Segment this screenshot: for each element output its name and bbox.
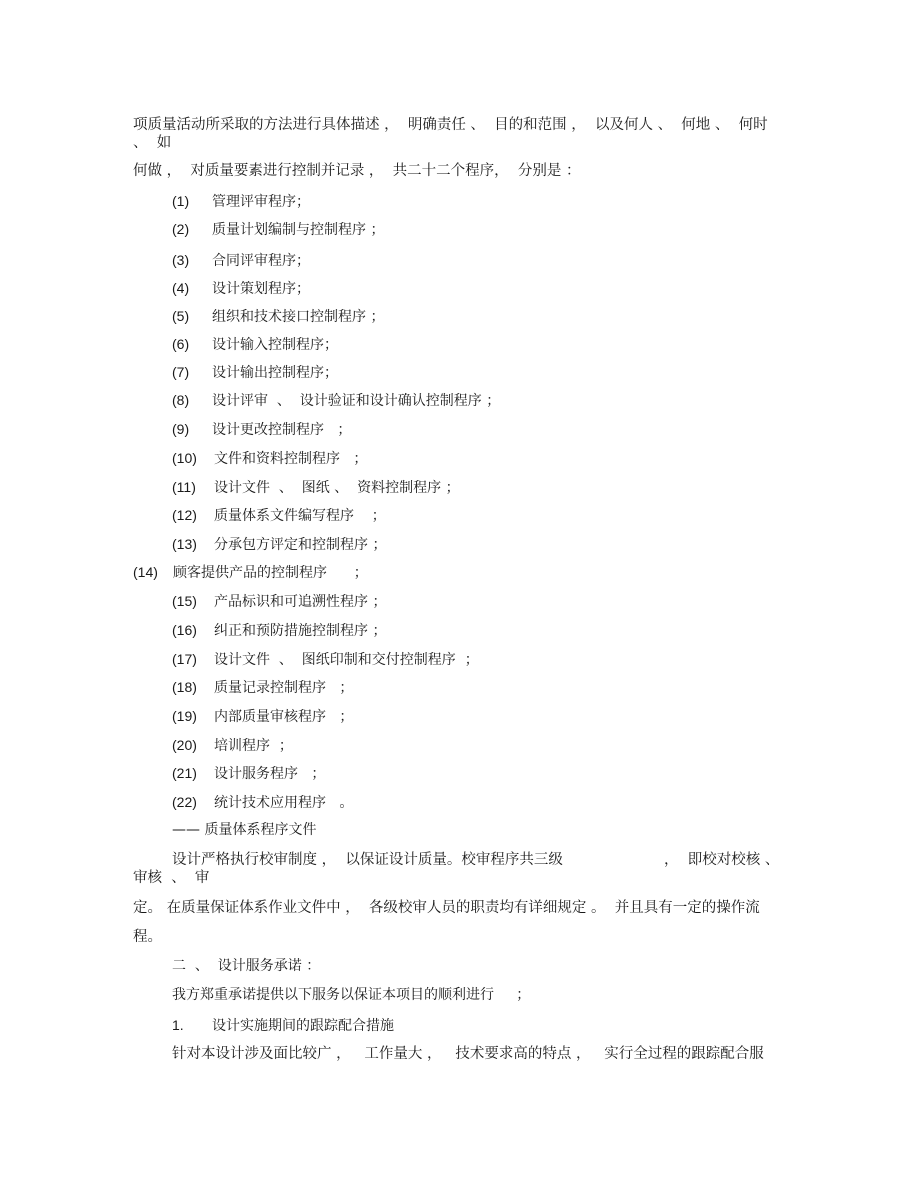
item-text: 内部质量审核程序 ； bbox=[214, 709, 354, 725]
list-item bbox=[172, 335, 338, 354]
item-number: (4) bbox=[172, 280, 190, 296]
item-number: (22) bbox=[172, 794, 197, 810]
list-item bbox=[172, 621, 386, 640]
section-intro: 我方郑重承诺提供以下服务以保证本项目的顺利进行 ； bbox=[172, 987, 531, 1003]
list-item bbox=[172, 506, 386, 525]
item-text: 统计技术应用程序 。 bbox=[214, 795, 354, 811]
paragraph-review-line-2: 定。 在质量保证体系作业文件中 ， 各级校审人员的职责均有详细规定 。 并且具有一定的操作流 bbox=[133, 900, 760, 916]
item-text: 设计文件 、 图纸印制和交付控制程序 ； bbox=[214, 652, 479, 668]
numbered-item bbox=[172, 1016, 394, 1035]
list-item bbox=[172, 307, 384, 326]
paragraph-intro-line-1b: 、 如 bbox=[133, 135, 172, 151]
list-item bbox=[172, 678, 353, 697]
item-number: (12) bbox=[172, 507, 197, 523]
list-item bbox=[172, 736, 293, 755]
item-text: 纠正和预防措施控制程序 ； bbox=[214, 623, 387, 639]
item-text: 设计实施期间的跟踪配合措施 bbox=[212, 1018, 394, 1034]
item-number: (21) bbox=[172, 765, 197, 781]
item-number: (16) bbox=[172, 622, 197, 638]
paragraph-review-line-1c: 审核 、 审 bbox=[133, 870, 210, 886]
list-item bbox=[172, 535, 386, 554]
list-item bbox=[133, 563, 368, 582]
item-number: 1. bbox=[172, 1017, 184, 1033]
item-number: (5) bbox=[172, 308, 190, 324]
list-item bbox=[172, 251, 310, 270]
list-item bbox=[172, 650, 479, 669]
list-item bbox=[172, 192, 310, 211]
list-item bbox=[172, 764, 325, 783]
item-number: (7) bbox=[172, 364, 190, 380]
section-heading: 二 、 设计服务承诺 ： bbox=[172, 958, 321, 974]
paragraph-review-line-3: 程。 bbox=[133, 929, 162, 945]
item-number: (17) bbox=[172, 651, 197, 667]
item-text: 设计输入控制程序； bbox=[212, 337, 338, 353]
section-body: 针对本设计涉及面比较广 ， 工作量大 ， 技术要求高的特点 ， 实行全过程的跟踪配合服 bbox=[172, 1046, 764, 1062]
item-number: (15) bbox=[172, 593, 197, 609]
item-text: 质量记录控制程序 ； bbox=[214, 680, 354, 696]
list-item bbox=[172, 478, 460, 497]
paragraph-intro-line-2: 何做 ， 对质量要素进行控制并记录 ， 共二十二个程序， 分别是 ： bbox=[133, 163, 581, 179]
item-text: 设计服务程序 ； bbox=[214, 766, 326, 782]
item-number: (10) bbox=[172, 450, 197, 466]
item-number: (9) bbox=[172, 421, 190, 437]
item-text: 管理评审程序； bbox=[212, 194, 310, 210]
item-number: (14) bbox=[133, 564, 158, 580]
item-number: (19) bbox=[172, 708, 197, 724]
item-number: (20) bbox=[172, 737, 197, 753]
item-text: 组织和技术接口控制程序 ； bbox=[212, 309, 385, 325]
list-item bbox=[172, 449, 367, 468]
paragraph-review-line-1b: ， 即校对校核 、 bbox=[664, 852, 780, 868]
item-text: 质量体系文件编写程序 ； bbox=[214, 508, 386, 524]
item-text: 设计更改控制程序 ； bbox=[212, 422, 352, 438]
list-item bbox=[172, 391, 500, 410]
item-text: 设计策划程序； bbox=[212, 281, 310, 297]
item-text: 合同评审程序； bbox=[212, 253, 310, 269]
item-number: (2) bbox=[172, 221, 190, 237]
item-text: 文件和资料控制程序 ； bbox=[214, 451, 368, 467]
item-text: 设计文件 、 图纸 、 资料控制程序 ； bbox=[214, 480, 460, 496]
list-item bbox=[172, 420, 351, 439]
list-item bbox=[172, 592, 386, 611]
item-number: (3) bbox=[172, 252, 190, 268]
item-text: 分承包方评定和控制程序 ； bbox=[214, 537, 387, 553]
item-text: 设计评审 、 设计验证和设计确认控制程序 ； bbox=[212, 393, 501, 409]
list-item bbox=[172, 279, 310, 298]
item-number: (1) bbox=[172, 193, 190, 209]
item-text: 产品标识和可追溯性程序 ； bbox=[214, 594, 387, 610]
item-number: (11) bbox=[172, 479, 196, 495]
item-text: 质量计划编制与控制程序 ； bbox=[212, 222, 385, 238]
list-item bbox=[172, 220, 384, 239]
paragraph-intro-line-1: 项质量活动所采取的方法进行具体描述 ， 明确责任 、 目的和范围 ， 以及何人 、 何地 、 何时 bbox=[133, 117, 768, 133]
item-text: 设计输出控制程序； bbox=[212, 365, 338, 381]
list-item bbox=[172, 793, 353, 812]
item-text: 培训程序 ； bbox=[214, 738, 293, 754]
list-item bbox=[172, 707, 353, 726]
paragraph-review-line-1a: 设计严格执行校审制度 ， 以保证设计质量。校审程序共三级 bbox=[172, 852, 563, 868]
item-number: (13) bbox=[172, 536, 197, 552]
item-number: (18) bbox=[172, 679, 197, 695]
item-number: (6) bbox=[172, 336, 190, 352]
item-number: (8) bbox=[172, 392, 190, 408]
document-reference: —— 质量体系程序文件 bbox=[172, 822, 317, 838]
list-item bbox=[172, 363, 338, 382]
item-text: 顾客提供产品的控制程序 ； bbox=[173, 565, 368, 581]
